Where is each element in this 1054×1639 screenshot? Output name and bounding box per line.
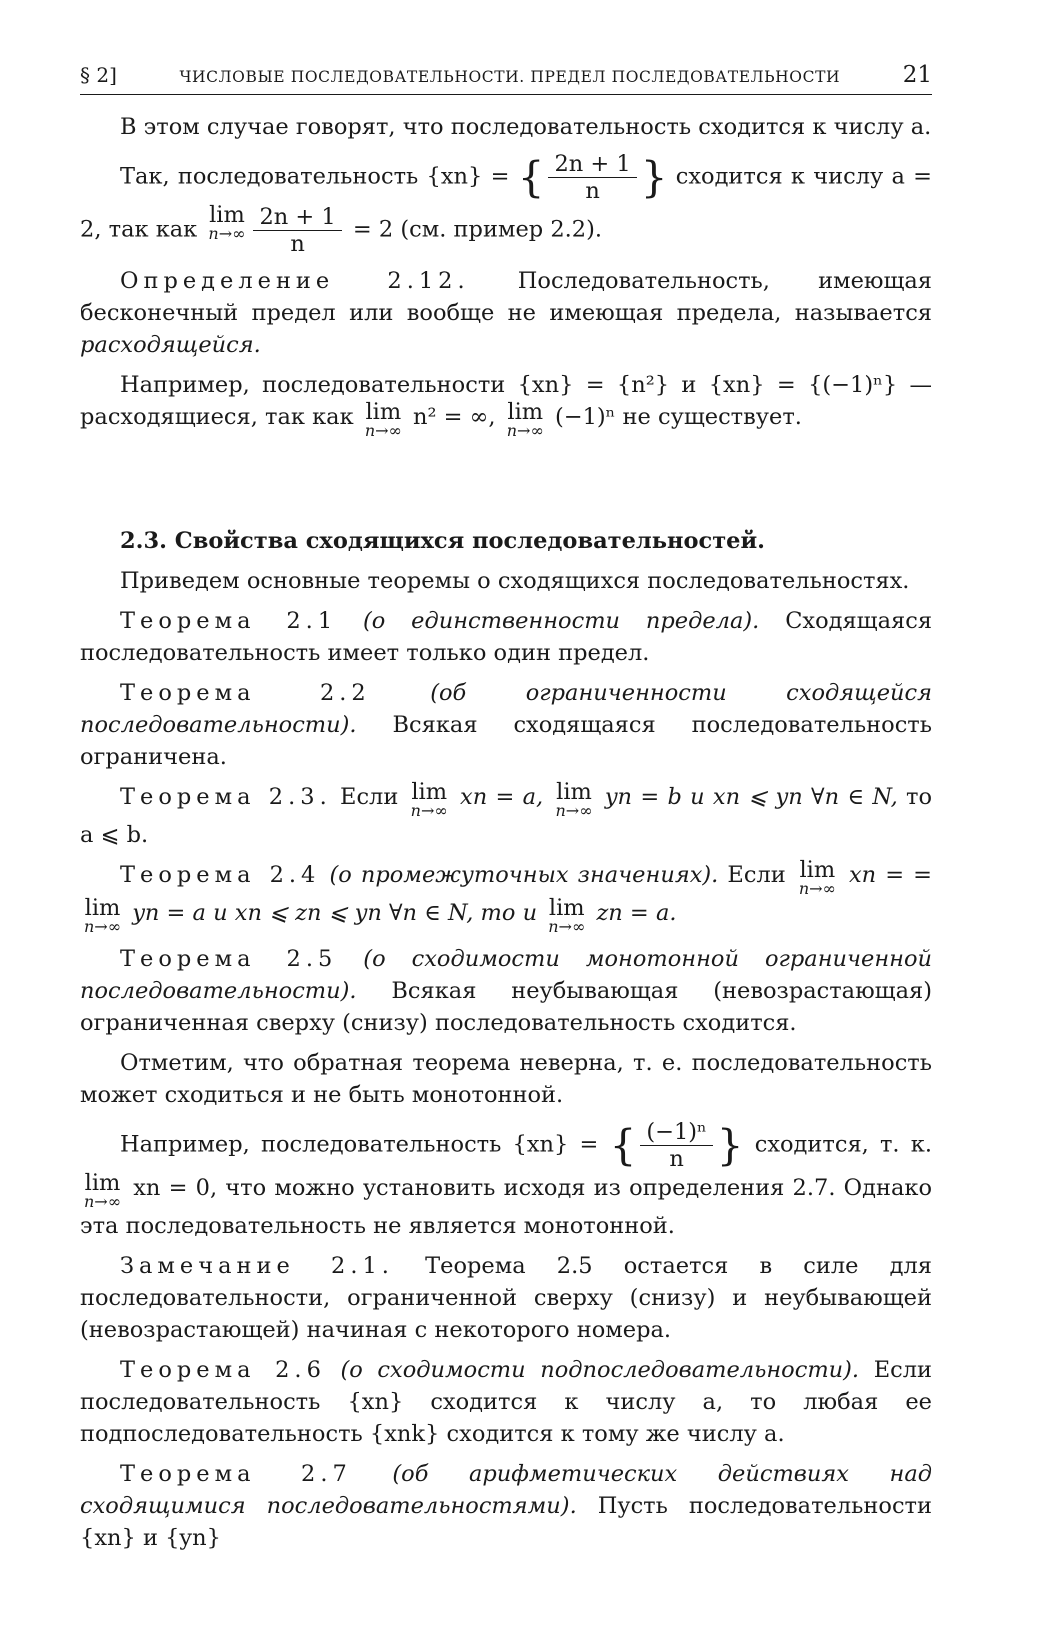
frac-denominator: n: [669, 1146, 684, 1172]
limit-operator: [208, 204, 245, 242]
theorem-name: (об ограниченности сходящейся последовательности).: [80, 680, 932, 738]
theorem-2-5: [80, 943, 932, 1039]
limit-operator-3b: [507, 401, 544, 439]
theorem-text: Всякая сходящаяся последовательность ограничена.: [80, 712, 932, 770]
page: [80, 62, 932, 1562]
lim-subscript-b: n→∞: [84, 917, 122, 936]
lim-subscript: n→∞: [208, 224, 246, 243]
definition-label: Определение 2.12.: [120, 268, 470, 294]
math-1: xn = a,: [460, 784, 544, 810]
frac-numerator: (−1)ⁿ: [640, 1119, 712, 1146]
paragraph-4: Отметим, что обратная теорема неверна, т. е. последовательность может сходиться и не быть монотонной.: [80, 1050, 932, 1108]
theorem-2-6: [80, 1354, 932, 1450]
limit-operator-b: [555, 781, 592, 819]
p5-text-a: Например, последовательность {xn} =: [120, 1131, 599, 1158]
p2-text-b: сходится к числу a = 2,: [80, 163, 933, 243]
definition-term: расходящейся.: [80, 332, 261, 358]
theorem-2-7: [80, 1458, 932, 1554]
theorem-text: Пусть последовательности {xn} и {yn}: [80, 1493, 932, 1551]
limit-operator: [411, 781, 448, 819]
limit-operator-3a: [365, 401, 402, 439]
theorem-2-2: [80, 677, 932, 773]
lim-word-3b: lim: [507, 399, 544, 425]
lim-word: lim: [209, 202, 245, 228]
theorem-text: Сходящаяся последовательность имеет только один предел.: [80, 608, 933, 666]
limit-operator: [84, 1172, 121, 1210]
lim-subscript-b: n→∞: [555, 801, 593, 820]
math-4: zn = a.: [596, 900, 677, 926]
fraction-2n1-n: [548, 151, 636, 204]
brace-close: }: [716, 1120, 744, 1170]
lim-word-c: lim: [548, 895, 585, 921]
paragraph-2: [80, 151, 932, 257]
page-number: 21: [902, 62, 932, 88]
remark-text: Теорема 2.5 остается в силе для последовательности, ограниченной сверху (снизу) и неубывающей (невозрастающей) начиная с некоторого номера.: [80, 1253, 932, 1343]
frac-numerator-2: 2n + 1: [253, 204, 341, 231]
theorem-text: Если: [727, 862, 786, 888]
math-3: yn = a и xn ⩽ zn ⩽ yn ∀n ∈ N, то и: [132, 900, 538, 926]
definition-2-12: [80, 265, 932, 361]
math-1: xn =: [848, 862, 905, 888]
brace-close: }: [640, 152, 668, 202]
theorem-2-4: [80, 859, 932, 935]
math-end: то a ⩽ b.: [80, 784, 933, 848]
lim-word-b: lim: [556, 779, 592, 805]
definition-text: Последовательность, имеющая бесконечный предел или вообще не имеющая предела, называется: [80, 268, 932, 326]
lim-word: lim: [84, 1170, 121, 1196]
theorem-text: Всякая неубывающая (невозрастающая) ограниченная сверху (снизу) последовательность сходится.: [80, 978, 932, 1036]
running-header: [80, 62, 932, 95]
frac-denominator: n: [585, 178, 600, 204]
lim-subscript: n→∞: [84, 1192, 122, 1211]
p2-text-a: Так, последовательность {xn} =: [120, 163, 510, 190]
theorem-2-1: [80, 605, 932, 669]
p2-text-c: так как: [108, 216, 198, 243]
theorem-name: (об арифметических действиях над сходящимися последовательностями).: [80, 1461, 933, 1519]
brace-open: {: [517, 152, 545, 202]
fraction-minus1-n: [640, 1119, 712, 1172]
frac-numerator: 2n + 1: [548, 151, 636, 178]
lim-subscript: n→∞: [798, 879, 836, 898]
theorem-label: Теорема 2.5: [120, 946, 338, 972]
theorem-label: Теорема 2.6: [120, 1357, 326, 1383]
lim-subscript-3a: n→∞: [364, 421, 402, 440]
theorem-name: (о сходимости монотонной ограниченной последовательности).: [80, 946, 932, 1004]
math-2: =: [913, 862, 933, 888]
limit-operator-b: [84, 897, 121, 935]
header-section: § 2]: [80, 63, 117, 87]
section-heading: [80, 525, 932, 557]
p3-text-d: (−1)ⁿ не существует.: [554, 404, 802, 430]
header-title: ЧИСЛОВЫЕ ПОСЛЕДОВАТЕЛЬНОСТИ. ПРЕДЕЛ ПОСЛЕДОВАТЕЛЬНОСТИ: [179, 68, 841, 86]
paragraph-5: [80, 1119, 932, 1242]
paragraph-3: [80, 369, 932, 439]
p3-text-a: Например, последовательности {xn} = {n²} и {xn} = {(−1)ⁿ} —: [120, 372, 932, 398]
p3-text-c: n² = ∞,: [413, 404, 496, 430]
theorem-text: Если: [340, 784, 399, 810]
theorem-name: (о единственности предела).: [363, 608, 760, 634]
lim-word: lim: [411, 779, 448, 805]
lim-word: lim: [799, 857, 836, 883]
theorem-label: Теорема 2.7: [120, 1461, 352, 1487]
page-body: [80, 111, 932, 1554]
p2-text-d: = 2 (см. пример 2.2).: [352, 216, 603, 243]
theorem-label: Теорема 2.4: [120, 862, 321, 888]
p3-text-b: расходящиеся, так как: [80, 404, 354, 430]
theorem-label: Теорема 2.1: [120, 608, 338, 634]
remark-label: Замечание 2.1.: [120, 1253, 394, 1279]
limit-operator: [799, 859, 836, 897]
paragraph-1: В этом случае говорят, что последовательность сходится к числу a.: [120, 114, 932, 140]
theorem-2-3: [80, 781, 932, 851]
theorem-name: (о сходимости подпоследовательности).: [340, 1357, 860, 1383]
p5-text-c: xn = 0, что можно установить исходя из определения 2.7. Однако эта последовательность не является монотонной.: [80, 1175, 932, 1239]
theorem-label: Теорема 2.3.: [120, 784, 332, 810]
section-intro: Приведем основные теоремы о сходящихся последовательностях.: [120, 568, 910, 594]
lim-subscript: n→∞: [410, 801, 448, 820]
theorem-name: (о промежуточных значениях).: [329, 862, 719, 888]
frac-denominator-2: n: [290, 231, 305, 257]
theorem-text: Если последовательность {xn} сходится к числу a, то любая ее подпоследовательность {xnk} сходится к тому же числу a.: [80, 1357, 933, 1447]
lim-subscript-3b: n→∞: [506, 421, 544, 440]
limit-operator-c: [548, 897, 585, 935]
lim-word-b: lim: [84, 895, 121, 921]
lim-subscript-c: n→∞: [548, 917, 586, 936]
remark-2-1: [80, 1250, 932, 1346]
math-2: yn = b и xn ⩽ yn ∀n ∈ N,: [604, 784, 898, 810]
lim-word-3a: lim: [365, 399, 402, 425]
theorem-label: Теорема 2.2: [120, 680, 371, 706]
section-title: 2.3. Свойства сходящихся последовательностей.: [120, 528, 765, 554]
p5-text-b: сходится, т. к.: [754, 1131, 932, 1158]
brace-open: {: [609, 1120, 637, 1170]
fraction-2n1-n-2: [253, 204, 341, 257]
